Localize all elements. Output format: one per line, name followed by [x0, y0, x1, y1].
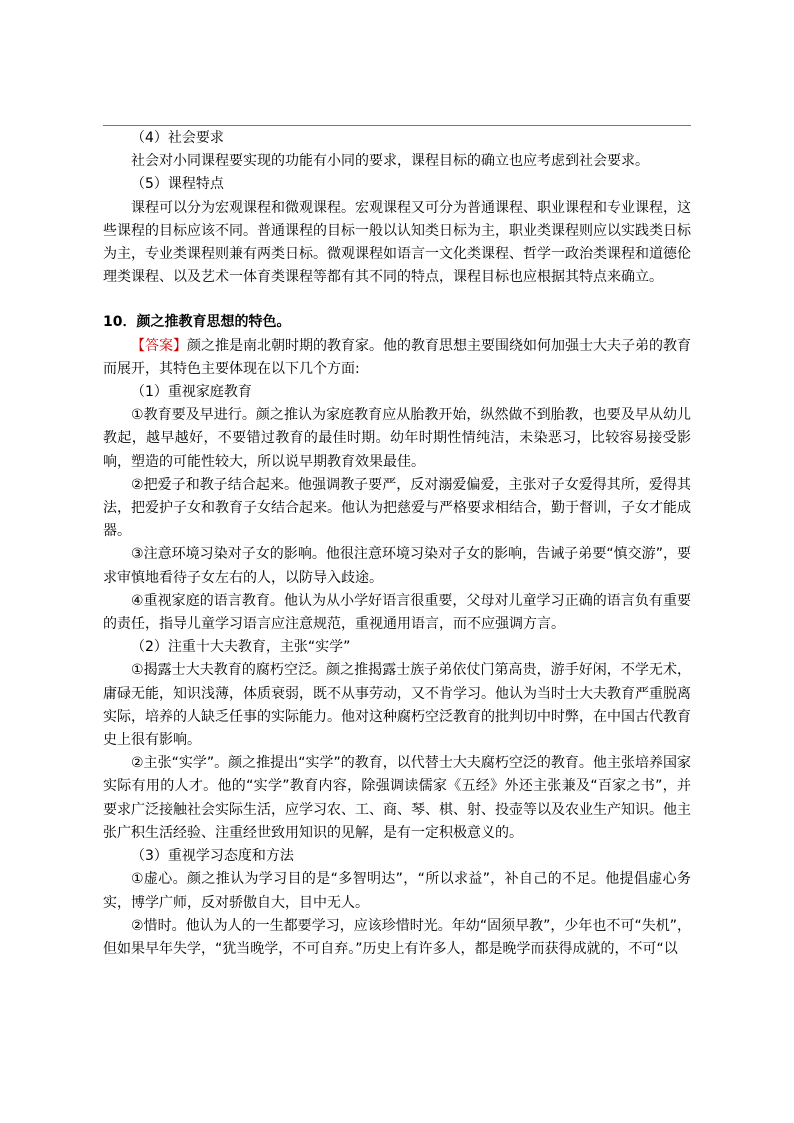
- part2-item: ①揭露士大夫教育的腐朽空泛。颜之推揭露士族子弟依仗门第高贵，游手好闲，不学无术，庸碌无能，知识浅薄，体质衰弱，既不从事劳动，又不肯学习。他认为当时士大夫教育严重脱离实际，培养的人缺乏任事的实际能力。他对这种腐朽空泛教育的批判切中时弊，在中国古代教育史上很有影响。: [103, 662, 691, 749]
- part1-heading: （1）重视家庭教育: [131, 384, 252, 401]
- part3-item: ①虚心。颜之推认为学习目的是“多智明达”，“所以求益”，补自己的不足。他提倡虚心务实，博学广师，反对骄傲自大，目中无人。: [103, 871, 691, 911]
- subheading-course-features: （5）课程特点: [131, 176, 224, 193]
- answer-intro: [103, 335, 691, 381]
- spacer: [103, 289, 691, 311]
- part3-item: ②惜时。他认为人的一生都要学习，应该珍惜时光。年幼“固须早教”，少年也不可“失机”，但如果早年失学，“犹当晚学，不可自弃。”历史上有许多人，都是晚学而获得成就的，不可“以: [103, 917, 691, 957]
- part3-heading: （3）重视学习态度和方法: [131, 848, 294, 865]
- subheading-social: （4）社会要求: [131, 130, 224, 146]
- document-body: [103, 127, 691, 961]
- question-title: [103, 311, 691, 334]
- answer-intro-text: 颜之推是南北朝时期的教育家。他的教育思想主要围绕如何加强士大夫子弟的教育而展开，其特色主要体现在以下几个方面:: [103, 337, 691, 377]
- part1-item: ④重视家庭的语言教育。他认为从小学好语言很重要，父母对儿童学习正确的语言负有重要的责任，指导儿童学习语言应注意规范，重视通用语言，而不应强调方言。: [103, 592, 691, 633]
- paragraph-social: 社会对小同课程要实现的功能有小同的要求，课程目标的确立也应考虑到社会要求。: [131, 153, 649, 170]
- answer-label: 【答案】: [131, 337, 187, 354]
- part2-item: ②主张“实学”。颜之推提出“实学”的教育，以代替士大夫腐朽空泛的教育。他主张培养国家实际有用的人才。他的“实学”教育内容，除强调读儒家《五经》外还主张兼及“百家之书”，并要求广泛接触社会实际生活，应学习农、工、商、琴、棋、射、投壶等以及农业生产知识。他主张广积生活经验、注重经世致用知识的见解，是有一定积极意义的。: [103, 755, 691, 841]
- part2-heading: （2）注重十大夫教育，主张“实学”: [131, 639, 351, 656]
- header-rule: [103, 125, 691, 126]
- paragraph-course-features: 课程可以分为宏观课程和微观课程。宏观课程又可分为普通课程、职业课程和专业课程，这些课程的目标应该不同。普通课程的目标一般以认知类日标为主，职业类课程则应以实践类日标为主，专业类课程则兼有两类日标。微观课程如语言一文化类课程、哲学一政治类课程和道德伦理类课程、以及艺术一体育类课程等都有其不同的特点，课程目标也应根据其特点来确立。: [103, 199, 691, 286]
- part1-item: ②把爱子和教子结合起来。他强调教子要严，反对溺爱偏爱，主张对子女爱得其所，爱得其法，把爱护子女和教育子女结合起来。他认为把慈爱与严格要求相结合，勤于督训，子女才能成器。: [103, 476, 691, 540]
- question-number: 10．: [103, 314, 137, 331]
- part1-item: ③注意环境习染对子女的影响。他很注意环境习染对子女的影响，告诫子弟要“慎交游”，要求审慎地看待子女左右的人，以防导入歧途。: [103, 546, 691, 586]
- question-text: 颜之推教育思想的特色。: [136, 314, 291, 331]
- part1-item: ①教育要及早进行。颜之推认为家庭教育应从胎教开始，纵然做不到胎教，也要及早从幼儿教起，越早越好，不要错过教育的最佳时期。幼年时期性情纯洁，未染恶习，比较容易接受影响，塑造的可能性较大，所以说早期教育效果最佳。: [103, 407, 691, 470]
